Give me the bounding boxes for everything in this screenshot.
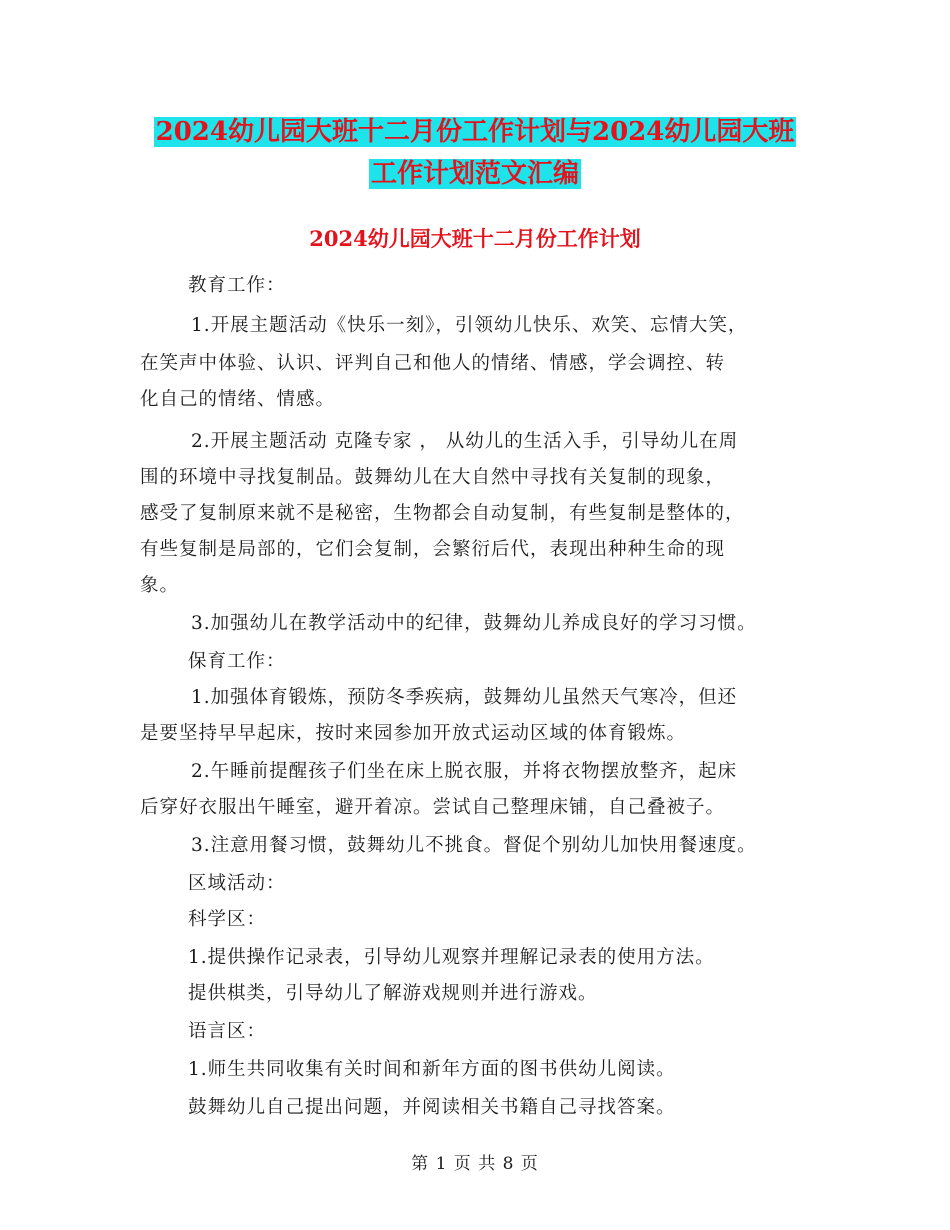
document-title-text-2: 工作计划范文汇编 (370, 159, 579, 189)
paragraph-line: 是要坚持早早起床，按时来园参加开放式运动区域的体育锻炼。 (140, 723, 687, 744)
paragraph-line: 3.加强幼儿在教学活动中的纪律，鼓舞幼儿养成良好的学习习惯。 (191, 613, 757, 634)
paragraph-line: 1.加强体育锻炼，预防冬季疾病，鼓舞幼儿虽然天气寒冷，但还 (191, 687, 738, 708)
paragraph-line: 化自己的情绪、情感。 (140, 389, 336, 410)
paragraph-line: 3.注意用餐习惯，鼓舞幼儿不挑食。督促个别幼儿加快用餐速度。 (191, 835, 757, 856)
paragraph-line: 2.开展主题活动 克隆专家 ， 从幼儿的生活入手，引导幼儿在周 (191, 431, 739, 452)
paragraph-line: 围的环境中寻找复制品。鼓舞幼儿在大自然中寻找有关复制的现象， (140, 467, 726, 488)
paragraph-line: 2.午睡前提醒孩子们坐在床上脱衣服，并将衣物摆放整齐，起床 (191, 761, 738, 782)
document-title-text-1: 2024幼儿园大班十二月份工作计划与2024幼儿园大班 (155, 117, 795, 147)
paragraph-line: 象。 (140, 575, 180, 596)
paragraph-line: 有些复制是局部的，它们会复制，会繁衍后代，表现出种种生命的现 (140, 539, 726, 560)
section-heading: 2024幼儿园大班十二月份工作计划 (309, 226, 641, 251)
paragraph-line: 1.开展主题活动《快乐一刻》，引领幼儿快乐、欢笑、忘情大笑， (191, 315, 748, 336)
paragraph-line: 感受了复制原来就不是秘密，生物都会自动复制，有些复制是整体的， (140, 503, 745, 524)
paragraph-line: 保育工作： (188, 651, 286, 672)
paragraph-line: 1.师生共同收集有关时间和新年方面的图书供幼儿阅读。 (188, 1059, 676, 1080)
paragraph-line: 科学区： (188, 909, 267, 930)
paragraph-line: 提供棋类，引导幼儿了解游戏规则并进行游戏。 (188, 983, 598, 1004)
paragraph-line: 区域活动： (188, 873, 286, 894)
paragraph-line: 语言区： (188, 1021, 267, 1042)
document-title-line-2 (0, 152, 950, 196)
paragraph-line: 教育工作： (188, 275, 286, 296)
paragraph-line: 鼓舞幼儿自己提出问题，并阅读相关书籍自己寻找答案。 (188, 1097, 676, 1118)
paragraph-line: 后穿好衣服出午睡室，避开着凉。尝试自己整理床铺，自己叠被子。 (140, 797, 726, 818)
document-title-line-1 (0, 110, 950, 154)
paragraph-line: 1.提供操作记录表，引导幼儿观察并理解记录表的使用方法。 (188, 947, 715, 968)
page-number-footer: 第 1 页 共 8 页 (411, 1154, 539, 1174)
paragraph-line: 在笑声中体验、认识、评判自己和他人的情绪、情感，学会调控、转 (140, 353, 726, 374)
